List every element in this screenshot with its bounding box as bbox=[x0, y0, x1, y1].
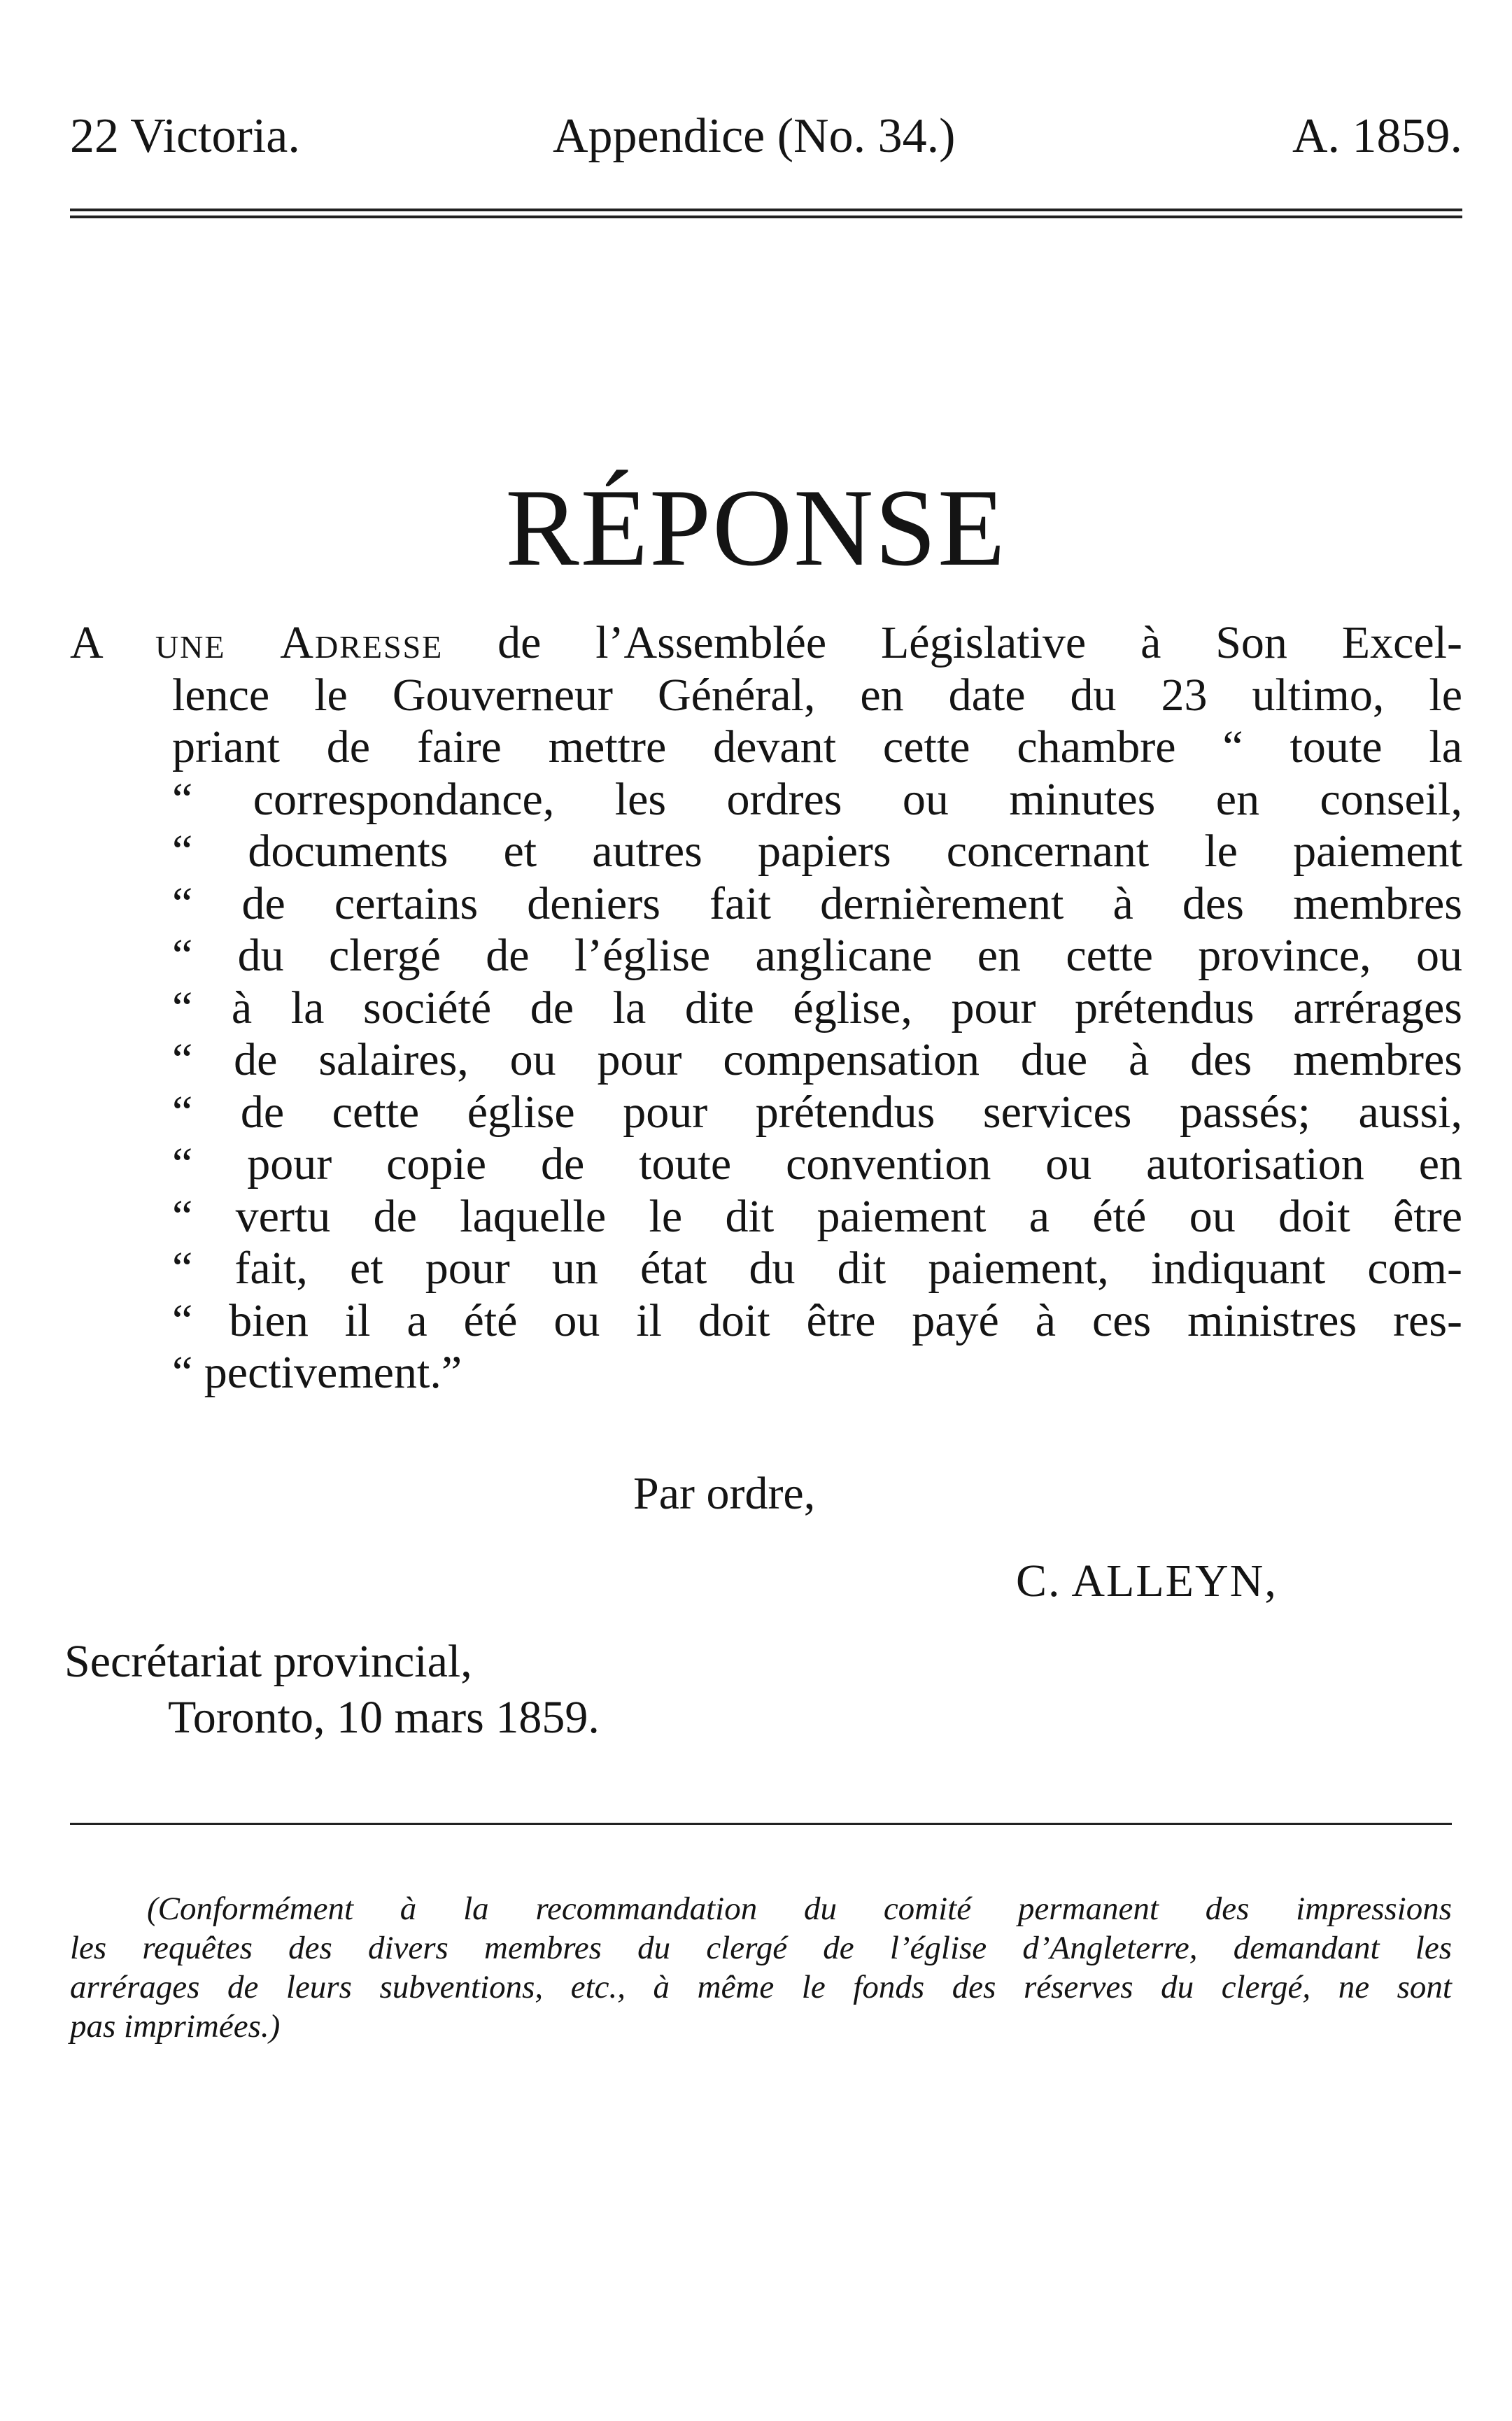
lead-letter: A bbox=[70, 617, 101, 668]
header-appendix-number: Appendice (No. 34.) bbox=[553, 109, 956, 163]
body-line-1 bbox=[70, 617, 1462, 670]
body-line: “ de salaires, ou pour compensation due à des membres bbox=[172, 1034, 1462, 1085]
header-regnal-year: 22 Victoria. bbox=[70, 109, 300, 163]
body-line: “ documents et autres papiers concernant le paiement bbox=[172, 826, 1462, 877]
footnote-rule bbox=[70, 1823, 1452, 1825]
footnote-line: pas imprimées.) bbox=[70, 2008, 281, 2045]
body-line: “ de certains deniers fait dernièrement à des membres bbox=[172, 877, 1462, 929]
par-ordre-line: Par ordre, bbox=[633, 1468, 816, 1519]
office-line: Secrétariat provincial, bbox=[64, 1636, 472, 1687]
footnote-line: (Conformément à la recommandation du comité permanent des impressions bbox=[147, 1891, 1452, 1927]
lead-une: une bbox=[155, 617, 226, 668]
body-line: lence le Gouverneur Général, en date du 23 ultimo, le bbox=[172, 669, 1462, 721]
body-line: “ fait, et pour un état du dit paiement, indiquant com- bbox=[172, 1243, 1462, 1294]
body-line: “ vertu de laquelle le dit paiement a été ou doit être bbox=[172, 1190, 1462, 1242]
place-date-line: Toronto, 10 mars 1859. bbox=[168, 1692, 600, 1743]
footnote-line: les requêtes des divers membres du clergé de l’église d’Angleterre, demandant les bbox=[70, 1930, 1452, 1966]
body-line: “ bien il a été ou il doit être payé à ces ministres res- bbox=[172, 1294, 1462, 1346]
body-line: “ de cette église pour prétendus services passés; aussi, bbox=[172, 1086, 1462, 1138]
footnote-note bbox=[70, 1889, 1452, 2046]
body-line: “ à la société de la dite église, pour prétendus arrérages bbox=[172, 982, 1462, 1033]
page-title: RÉPONSE bbox=[505, 467, 1007, 589]
body-line: “ pour copie de toute convention ou autorisation en bbox=[172, 1138, 1462, 1190]
body-line-1-rest: de l’Assemblée Législative à Son Excel- bbox=[443, 617, 1463, 668]
running-header bbox=[70, 105, 1462, 168]
header-year: A. 1859. bbox=[1292, 109, 1462, 163]
body-line-last: “ pectivement.” bbox=[172, 1347, 462, 1398]
header-double-rule bbox=[70, 209, 1462, 218]
body-line: priant de faire mettre devant cette chambre “ toute la bbox=[172, 721, 1462, 772]
lead-adresse: Adresse bbox=[280, 617, 444, 668]
footnote-line: arrérages de leurs subventions, etc., à même le fonds des réserves du clergé, ne sont bbox=[70, 1969, 1452, 2005]
address-paragraph bbox=[70, 617, 1462, 1399]
signature-name: C. ALLEYN, bbox=[1016, 1555, 1278, 1607]
body-line: “ du clergé de l’église anglicane en cette province, ou bbox=[172, 930, 1462, 981]
body-line: “ correspondance, les ordres ou minutes en conseil, bbox=[172, 773, 1462, 825]
